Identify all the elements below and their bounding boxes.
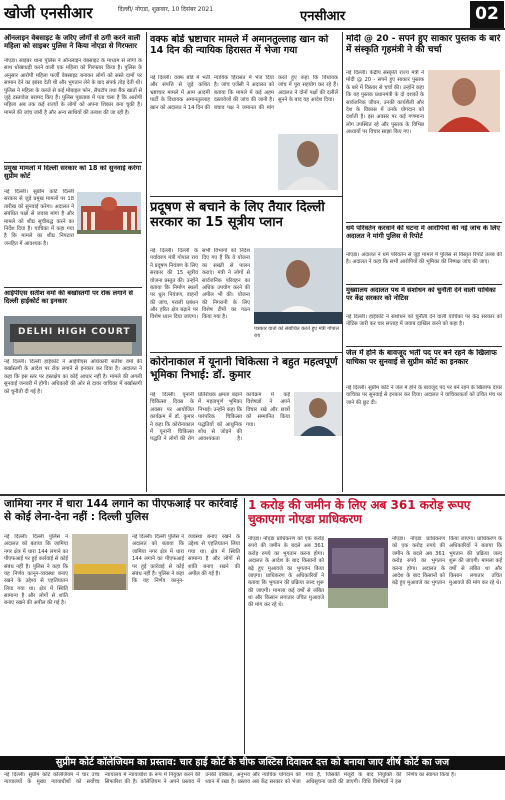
column-rule — [342, 32, 343, 492]
masthead — [0, 0, 505, 30]
column-rule — [244, 498, 245, 754]
article-3-body-box — [4, 359, 142, 493]
article-12-continued-box — [392, 536, 502, 754]
divider — [346, 346, 502, 347]
article-5-headline: मोदी @ 20 - सपने हुए साकार पुस्तक के बारे में संस्कृति गृहमंत्री ने की चर्चा — [346, 34, 501, 55]
article-2-body: नई दिल्ली। सुप्रीम कोर्ट दिल्ली सरकार से जुड़े प्रमुख मामलों पर 18 तारीख को सुनवाई करेगा। अदालत ने संबंधित पक्षों से जवाब मांगा है और मामले को शीघ्र सूचीबद्ध करने का निर्देश दिया है। याचिका में कहा गया है कि मामले का शीघ्र निपटारा जनहित में आवश्यक है। — [4, 189, 74, 247]
article-10-body-box — [346, 385, 502, 491]
article-5-body-box — [346, 70, 424, 220]
article-13-body-box — [4, 772, 502, 798]
issue-meta: दिल्ली/ नोएडा, शुक्रवार, 10 दिसंबर 2021 — [118, 6, 214, 13]
article-11-continued: नई दिल्ली। दिल्ली पुलिस ने अदालत को बताया कि जामिया नगर क्षेत्र में धारा 144 लगाने का पीएफआई पर हुई कार्रवाई से कोई संबंध नहीं है। पुलिस ने कहा कि यह निर्णय कानून-व्यवस्था बनाए रखने के उद्देश्य से एहतियातन लिया गया था। क्षेत्र में स्थिति सामान्य है और लोगों से शांति बनाए रखने की अपील की गई है। — [132, 534, 240, 585]
article-1-headline-box — [4, 34, 142, 56]
article-13-body: नई दिल्ली। सुप्रीम कोर्ट कॉलेजियम ने चार उच्च न्यायालयों के मुख्य न्यायाधीशों को सर्वोच्च न्यायालय में न्यायाधीश के रूप में नियुक्त करने की सिफारिश की है। कॉलेजियम ने अपने प्रस्ताव में उनकी वरिष्ठता, अनुभव और न्यायिक योगदान को ध्यान में रखा है। प्रस्ताव अब केंद्र सरकार को भेजा गया है, जिसकी मंजूरी के बाद नियुक्ति की अधिसूचना जारी की जाएगी। विधि विशेषज्ञों ने इस निर्णय का स्वागत किया है। — [4, 772, 456, 786]
article-11-headline-box — [4, 498, 240, 532]
article-1-headline: ऑनलाइन वेबसाइट के जरिए लोगों से ठगी करने वाली महिला को साइबर पुलिस ने किया नोएडा से गिरफ्तार — [4, 34, 141, 51]
divider — [4, 162, 142, 163]
article-12-body-box — [248, 536, 324, 754]
article-8-body: नोएडा। अदालत ने धर्म परिवर्तन से जुड़े मामले में पुलिस से विस्तृत रिपोर्ट तलब की है। अदालत ने कहा कि सभी आरोपियों की भूमिका की निष्पक्ष जांच की जाए। — [346, 252, 502, 266]
article-9-body-box — [346, 314, 502, 344]
supreme-court-photo — [77, 192, 141, 234]
article-5-headline-box — [346, 34, 502, 68]
photo-caption: पत्रकार वार्ता को संबोधित करते हुए मंत्री गोपाल राय — [254, 326, 339, 339]
section-title: एनसीआर — [300, 9, 346, 24]
article-1-body-box — [4, 58, 142, 160]
delhi-high-court-photo — [4, 316, 142, 356]
article-8-body-box — [346, 252, 502, 282]
article-4-headline: वक्फ बोर्ड भ्रष्टाचार मामले में अमानतुल्लाह खान को 14 दिन की न्यायिक हिरासत में भेजा गया — [150, 34, 329, 57]
noida-authority-photo — [328, 538, 388, 608]
divider — [4, 287, 142, 288]
article-10-headline-box — [346, 349, 502, 383]
article-6-body-box — [150, 248, 250, 350]
article-5-body: नई दिल्ली। केंद्रीय संस्कृति राज्य मंत्री ने मोदी @ 20 - सपने हुए साकार पुस्तक के बारे में विस्तार से चर्चा की। उन्होंने कहा कि यह पुस्तक प्रधानमंत्री के दो दशकों के सार्वजनिक जीवन, उनकी कार्यशैली और देश के विकास में उनके योगदान को दर्शाती है। इस अवसर पर कई गणमान्य लोग उपस्थित रहे और पुस्तक के विभिन्न अध्यायों पर विचार साझा किए गए। — [346, 70, 424, 135]
jamia-police-photo — [72, 534, 128, 590]
high-court-sign: DELHI HIGH COURT — [18, 327, 131, 337]
article-1-body: नोएडा। साइबर थाना पुलिस ने ऑनलाइन वेबसाइट के माध्यम से लोगों के साथ धोखाधड़ी करने वाली एक महिला को गिरफ्तार किया है। पुलिस के अनुसार आरोपी महिला फर्जी वेबसाइट बनाकर लोगों को सस्ते दामों पर सामान देने का झांसा देती थी और भुगतान लेने के बाद संपर्क तोड़ देती थी। पुलिस ने महिला के कब्जे से कई मोबाइल फोन, लैपटॉप तथा बैंक खातों से जुड़े दस्तावेज बरामद किए हैं। पुलिस पूछताछ में पता चला है कि आरोपी महिला अब तक कई राज्यों के लोगों को अपना शिकार बना चुकी है। मामले की जांच जारी है और अन्य साथियों की तलाश की जा रही है। — [4, 58, 142, 116]
article-10-headline: जेल में होने के बावजूद भर्ती पद पर बने रहने के खिलाफ याचिका पर सुनवाई से सुप्रीम कोर्ट का इनकार — [346, 349, 497, 366]
article-11-body: नई दिल्ली। दिल्ली पुलिस ने अदालत को बताया कि जामिया नगर क्षेत्र में धारा 144 लगाने का पीएफआई पर हुई कार्रवाई से कोई संबंध नहीं है। पुलिस ने कहा कि यह निर्णय कानून-व्यवस्था बनाए रखने के उद्देश्य से एहतियातन लिया गया था। क्षेत्र में स्थिति सामान्य है और लोगों से शांति बनाए रखने की अपील की गई है। — [4, 534, 68, 607]
photo-caption-box — [254, 326, 342, 346]
article-3-headline: आईपीएस सतीश वर्मा की बर्खास्तगी पर रोक लगाने से दिल्ली हाईकोर्ट का इनकार — [4, 290, 133, 305]
divider — [346, 222, 502, 223]
article-2-headline-box — [4, 165, 142, 187]
article-2-body-box — [4, 189, 74, 284]
article-3-body: नई दिल्ली। दिल्ली हाईकोर्ट ने आईपीएस अधिकारी सतीश वर्मा की बर्खास्तगी के आदेश पर रोक लगाने से इनकार कर दिया है। अदालत ने कहा कि इस स्तर पर हस्तक्षेप का कोई आधार नहीं है। मामले की अगली सुनवाई जनवरी में होगी। अधिकारी की ओर से दायर याचिका में बर्खास्तगी को चुनौती दी गई है। — [4, 359, 142, 395]
article-13-headline: सुप्रीम कोर्ट कॉलेजियम का प्रस्ताव: चार हाई कोर्ट के चीफ जस्टिस दिवाकर दत्त को बनाया जाए शीर्ष कोर्ट का जज — [0, 756, 505, 770]
article-12-headline-box — [248, 498, 502, 532]
amanatullah-khan-photo — [278, 134, 338, 190]
article-7-headline-box — [150, 356, 342, 390]
article-6-body: नई दिल्ली। दिल्ली के पर्यावरण मंत्री गोपाल राय ने प्रदूषण नियंत्रण के लिए सरकार की 15 सूत्रीय योजना प्रस्तुत की। उन्होंने बताया कि निर्माण स्थलों पर धूल नियंत्रण, वाहनों की जांच, पराली प्रबंधन और हरित क्षेत्र बढ़ाने पर विशेष ध्यान दिया जाएगा। सभी विभागों को निर्देश दिए गए हैं कि वे योजना का सख्ती से पालन कराएं। मंत्री ने लोगों से सार्वजनिक परिवहन का अधिक उपयोग करने की अपील भी की। योजना की निगरानी के लिए विशेष टीमों का गठन किया गया है। — [150, 248, 250, 321]
article-12-headline: 1 करोड़ की जमीन के लिए अब 361 करोड़ रूपए चुकाएगा नोएडा प्राधिकरण — [248, 498, 471, 527]
page-number: 02 — [470, 1, 504, 28]
doctor-kumar-photo — [294, 392, 342, 436]
article-11-continued-box — [132, 534, 240, 752]
section-divider — [0, 494, 505, 496]
article-7-body-box — [150, 392, 290, 492]
divider — [150, 352, 342, 353]
newspaper-brand: खोजी एनसीआर — [4, 4, 93, 22]
article-9-headline: मुख्यालय अदालत पथ में संशोधन को चुनौती देने वाली याचिका पर केंद्र सरकार को नोटिस — [346, 287, 496, 302]
article-4-body: नई दिल्ली। वक्फ बोर्ड में भर्ती और संपत्ति से जुड़े कथित भ्रष्टाचार मामले में आम आदमी पार्टी के विधायक अमानतुल्लाह खान को अदालत ने 14 दिन की न्यायिक हिरासत में भेज दिया है। जांच एजेंसी ने अदालत को बताया कि मामले में कई अहम दस्तावेजों की जांच की जानी है। बचाव पक्ष ने जमानत की मांग करते हुए कहा कि विधायक जांच में पूरा सहयोग कर रहे हैं। अदालत ने दोनों पक्षों की दलीलें सुनने के बाद यह आदेश दिया। — [150, 75, 338, 111]
article-11-body-box — [4, 534, 68, 752]
article-6-headline-box — [150, 200, 342, 244]
article-8-headline: धर्म परिवर्तन करवाने की घटना में आरोपियों की नई जांच के लिए अदालत ने मांगी पुलिस से रिपोर्ट — [346, 225, 501, 240]
article-6-headline: प्रदूषण से बचाने के लिए तैयार दिल्ली सरकार का 15 सूत्रीय प्लान — [150, 200, 325, 231]
column-rule — [146, 32, 147, 492]
article-7-headline: कोरोनाकाल में यूनानी चिकित्सा ने बहुत महत्वपूर्ण भूमिका निभाई: डॉ. कुमार — [150, 356, 338, 381]
article-9-headline-box — [346, 287, 502, 313]
article-2-headline: प्रमुख मामलों में दिल्ली सरकार को 18 को सुनवाई करेगा सुप्रीम कोर्ट — [4, 165, 142, 180]
article-12-continued: नोएडा। नोएडा प्राधिकरण को एक करोड़ रुपये की जमीन के बदले अब 361 करोड़ रुपये का भुगतान करना होगा। अदालत के आदेश के बाद किसानों को बढ़े हुए मुआवजे का भुगतान किया जाएगा। प्राधिकरण के अधिकारियों ने बताया कि भुगतान की प्रक्रिया जल्द शुरू की जाएगी। मामला कई वर्षों से लंबित था और किसान लगातार उचित मुआवजे की मांग कर रहे थे। — [392, 536, 502, 587]
divider — [150, 196, 342, 197]
article-8-headline-box — [346, 225, 502, 251]
gopal-rai-photo — [254, 248, 342, 324]
article-11-headline: जामिया नगर में धारा 144 लगाने का पीएफआई पर कार्रवाई से कोई लेना-देना नहीं : दिल्ली पुलिस — [4, 498, 238, 523]
divider — [346, 284, 502, 285]
article-3-headline-box — [4, 290, 142, 314]
article-9-body: नई दिल्ली। हाईकोर्ट ने संशोधन को चुनौती देने वाली याचिका पर केंद्र सरकार को नोटिस जारी कर चार सप्ताह में जवाब दाखिल करने को कहा है। — [346, 314, 502, 328]
article-12-body: नोएडा। नोएडा प्राधिकरण को एक करोड़ रुपये की जमीन के बदले अब 361 करोड़ रुपये का भुगतान करना होगा। अदालत के आदेश के बाद किसानों को बढ़े हुए मुआवजे का भुगतान किया जाएगा। प्राधिकरण के अधिकारियों ने बताया कि भुगतान की प्रक्रिया जल्द शुरू की जाएगी। मामला कई वर्षों से लंबित था और किसान लगातार उचित मुआवजे की मांग कर रहे थे। — [248, 536, 324, 609]
article-4-headline-box — [150, 34, 338, 72]
minister-photo — [428, 70, 500, 132]
article-7-body: नई दिल्ली। यूनानी चिकित्सा दिवस के अवसर पर आयोजित कार्यक्रम में डॉ. कुमार ने कहा कि कोरोनाकाल में यूनानी चिकित्सा पद्धति ने लोगों की रोग प्रतिरोधक क्षमता बढ़ाने में महत्वपूर्ण भूमिका निभाई। उन्होंने कहा कि पारंपरिक चिकित्सा पद्धतियों को आधुनिक शोध से जोड़ने की आवश्यकता है। कार्यक्रम में कई विशेषज्ञों ने अपने विचार रखे और छात्रों को सम्मानित किया गया। — [150, 392, 290, 443]
article-10-body: नई दिल्ली। सुप्रीम कोर्ट ने जेल में होने के बावजूद पद पर बने रहने के खिलाफ दायर याचिका पर सुनवाई से इनकार कर दिया। अदालत ने याचिकाकर्ता को उचित मंच पर जाने की छूट दी। — [346, 385, 502, 406]
